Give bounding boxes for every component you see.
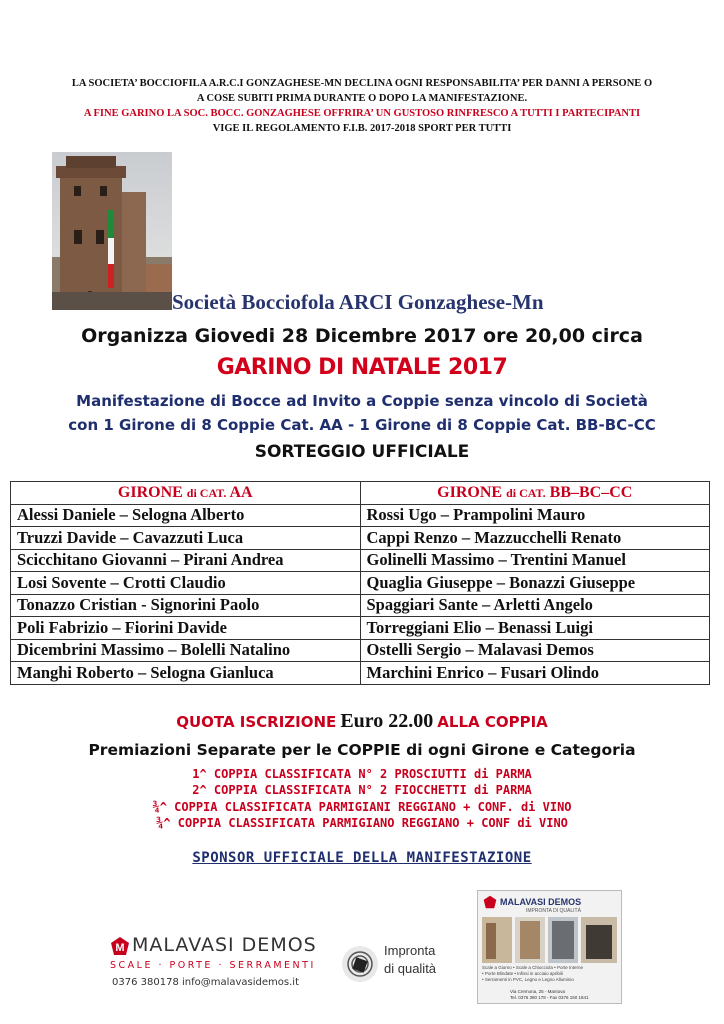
event-date: Organizza Giovedi 28 Dicembre 2017 ore 20,00 circa [81,325,643,347]
ad-address-line-1: Via Cremona, 25 - Mantova [510,989,565,994]
table-row [11,662,710,685]
disclaimer-line-2: A COSE SUBITI PRIMA DURANTE O DOPO LA MANIFESTAZIONE. [196,93,528,104]
ad-product-photos [482,917,617,963]
event-description-1: Manifestazione di Bocce ad Invito a Coppie senza vincolo di Società [76,392,648,410]
ad-tagline: IMPRONTA DI QUALITÀ [526,908,581,914]
pair-aa: Manghi Roberto – Selogna Gianluca [11,662,361,685]
disclaimer-line-3: A FINE GARINO LA SOC. BOCC. GONZAGHESE OFFRIRA’ UN GUSTOSO RINFRESCO A TUTTI I PARTECIPANTI [83,108,641,119]
ad-line-1: Scale a Giorno • Scale a Chiocciola • Porte Interne [482,965,583,970]
ad-line-2: • Porte Blindate • Infissi in acciaio apribili [482,971,563,976]
pair-aa: Losi Sovente – Crotti Claudio [11,572,361,595]
pair-bb: Quaglia Giuseppe – Bonazzi Giuseppe [360,572,710,595]
pair-aa: Scicchitano Giovanni – Pirani Andrea [11,549,361,572]
prize-4: ¾^ COPPIA CLASSIFICATA PARMIGIANO REGGIANO + CONF di VINO [156,816,568,830]
event-title: GARINO DI NATALE 2017 [216,355,508,380]
pair-aa: Tonazzo Cristian - Signorini Paolo [11,594,361,617]
pair-aa: Truzzi Davide – Cavazzuti Luca [11,527,361,550]
table-header-row [11,482,710,505]
draw-table [10,481,710,685]
pair-bb: Ostelli Sergio – Malavasi Demos [360,639,710,662]
header-aa-part3: AA [226,483,253,501]
header-bb-part2: di CAT. [506,485,546,500]
header-group-bb [360,482,710,505]
prize-1: 1^ COPPIA CLASSIFICATA N° 2 PROSCIUTTI di PARMA [192,767,532,781]
table-row [11,572,710,595]
pair-aa: Poli Fabrizio – Fiorini Davide [11,617,361,640]
svg-text:M: M [115,942,125,954]
tower-photo [52,152,172,310]
society-name: Società Bocciofola ARCI Gonzaghese-Mn [172,290,544,314]
pair-bb: Golinelli Massimo – Trentini Manuel [360,549,710,572]
quality-line-1: Impronta [384,943,436,958]
table-row [11,504,710,527]
ad-address [510,989,589,1001]
table-row [11,594,710,617]
sponsor-contact: 0376 380178 info@malavasidemos.it [112,977,299,988]
quality-line-2: di qualità [384,961,437,976]
header-aa-part1: GIRONE [117,483,187,501]
malavasi-logo-icon [110,936,130,961]
pair-bb: Spaggiari Sante – Arletti Angelo [360,594,710,617]
ad-logo-icon [483,895,497,909]
table-row [11,617,710,640]
entry-fee-label: QUOTA ISCRIZIONE [176,713,337,731]
thumbprint-icon [340,944,380,989]
sponsor-heading: SPONSOR UFFICIALE DELLA MANIFESTAZIONE [192,850,532,866]
sponsor-name: MALAVASI DEMOS [132,934,317,956]
pair-bb: Rossi Ugo – Prampolini Mauro [360,504,710,527]
header-group-aa [11,482,361,505]
disclaimer-line-1: LA SOCIETA’ BOCCIOFILA A.R.C.I GONZAGHESE-MN DECLINA OGNI RESPONSABILITA’ PER DANNI A PERSONE O [71,78,653,89]
disclaimer-line-4: VIGE IL REGOLAMENTO F.I.B. 2017-2018 SPORT PER TUTTI [212,123,512,134]
header-aa-part2: di CAT. [186,485,227,500]
sponsor-tagline: SCALE · PORTE · SERRAMENTI [110,960,316,971]
table-row [11,527,710,550]
ad-product-list [482,965,617,983]
pair-aa: Dicembrini Massimo – Bolelli Natalino [11,639,361,662]
pair-bb: Torreggiani Elio – Benassi Luigi [360,617,710,640]
draw-heading: SORTEGGIO UFFICIALE [254,442,470,462]
prize-2: 2^ COPPIA CLASSIFICATA N° 2 FIOCCHETTI di PARMA [192,783,532,797]
pair-aa: Alessi Daniele – Selogna Alberto [11,504,361,527]
header-bb-part3: BB–BC–CC [545,483,633,501]
table-row [11,639,710,662]
header-bb-part1: GIRONE [437,483,507,501]
entry-fee-amount: Euro 22.00 [340,710,434,732]
ad-title: MALAVASI DEMOS [500,897,582,907]
pair-bb: Cappi Renzo – Mazzucchelli Renato [360,527,710,550]
entry-fee-suffix: ALLA COPPIA [437,713,548,731]
ad-address-line-2: Tel. 0376 380 178 - Fax 0376 150 1841 [510,995,589,1000]
pair-bb: Marchini Enrico – Fusari Olindo [360,662,710,685]
awards-heading: Premiazioni Separate per le COPPIE di ogni Girone e Categoria [88,741,636,759]
ad-line-3: • Serramenti in PVC, Legno e Legno Alluminio [482,977,574,982]
sponsor-advertisement [477,890,622,1004]
prize-3: ¾^ COPPIA CLASSIFICATA PARMIGIANI REGGIANO + CONF. di VINO [152,800,572,814]
entry-fee [0,710,724,733]
event-description-2: con 1 Girone di 8 Coppie Cat. AA - 1 Girone di 8 Coppie Cat. BB-BC-CC [68,416,656,434]
table-row [11,549,710,572]
quality-mark [384,942,436,978]
